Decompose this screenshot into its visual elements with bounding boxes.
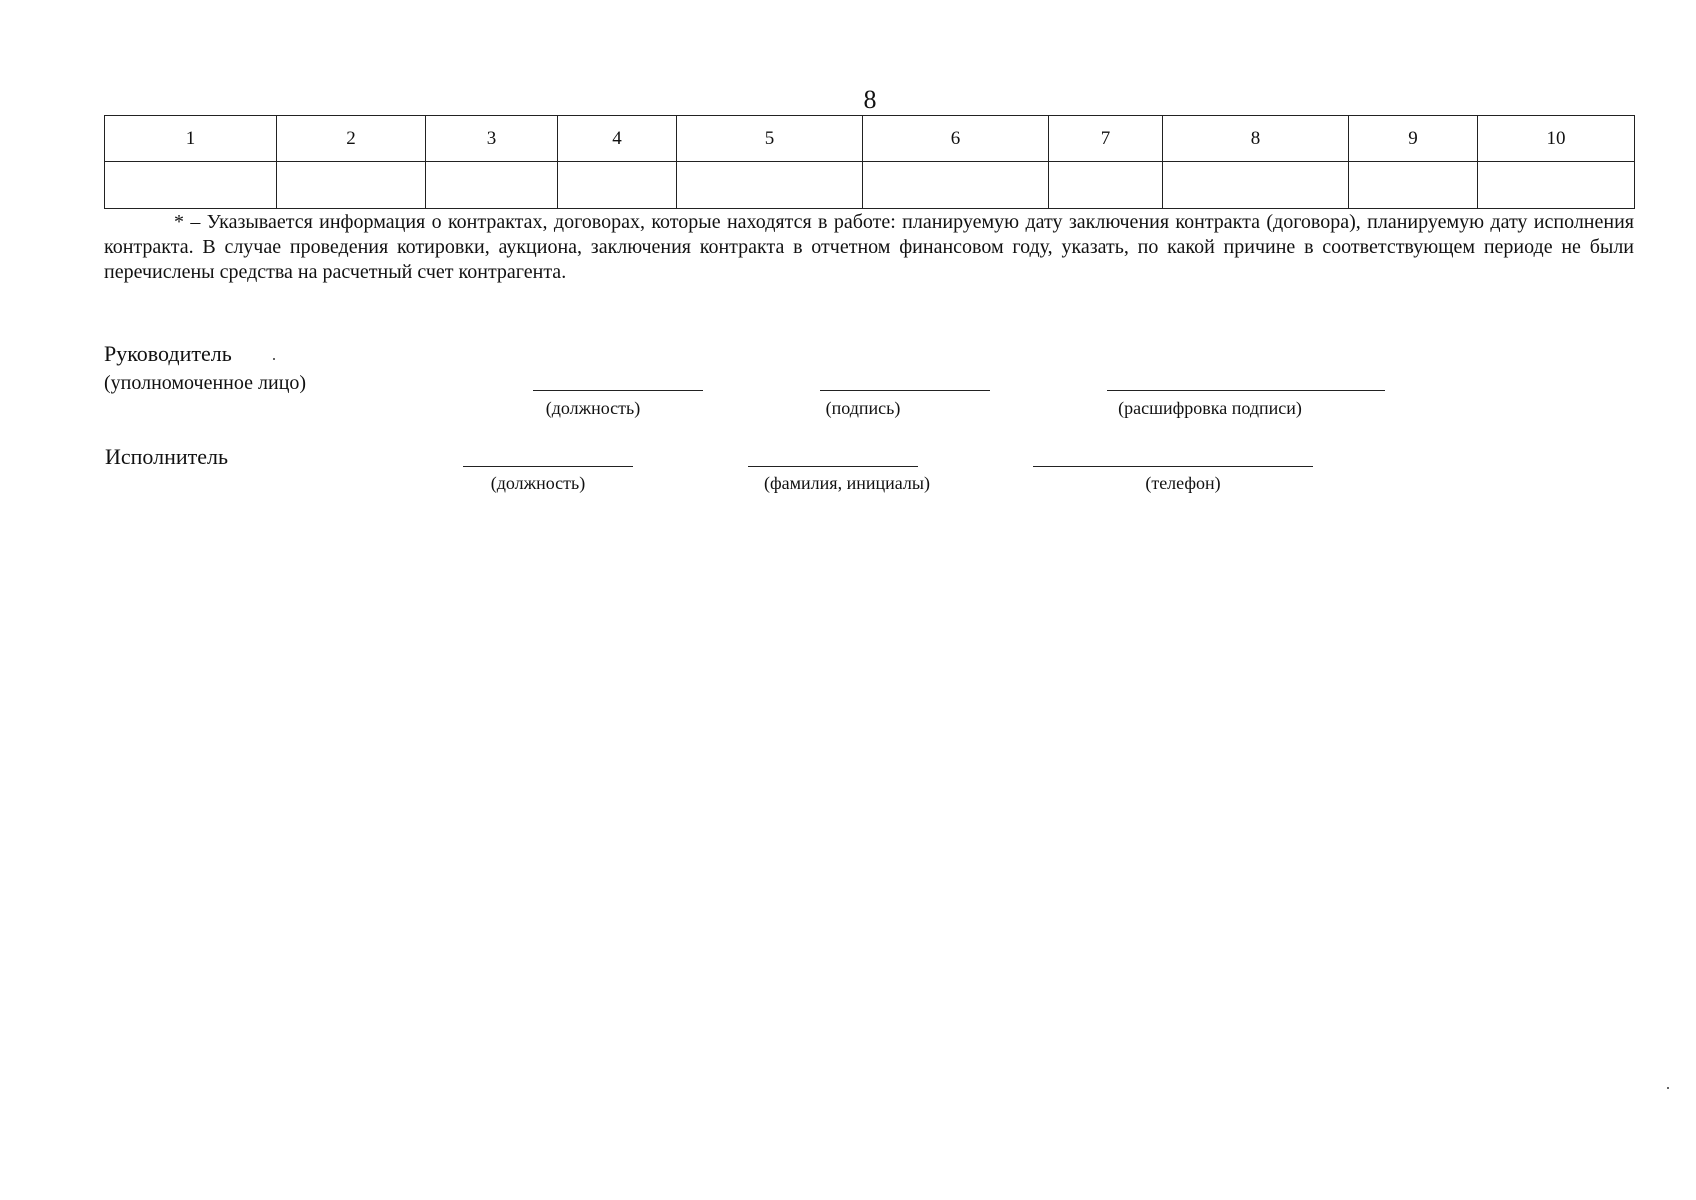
executor-name-caption: (фамилия, инициалы) xyxy=(764,473,930,493)
table-cell xyxy=(863,162,1049,209)
table-cell xyxy=(677,162,863,209)
table-cell xyxy=(277,162,426,209)
executor-name-line xyxy=(748,466,918,467)
executor-title: Исполнитель xyxy=(105,444,229,469)
column-number-cell: 5 xyxy=(677,116,863,162)
column-number-cell: 4 xyxy=(558,116,677,162)
executor-position-line xyxy=(463,466,633,467)
table-cell xyxy=(1163,162,1349,209)
position-signature-line xyxy=(533,390,703,391)
column-number-cell: 1 xyxy=(105,116,277,162)
page-number: 8 xyxy=(863,85,877,114)
scan-speck xyxy=(1667,1087,1669,1089)
executor-phone-caption: (телефон) xyxy=(1145,473,1221,493)
executor-position-caption: (должность) xyxy=(490,473,586,493)
column-number-cell: 8 xyxy=(1163,116,1349,162)
table-header-row xyxy=(105,116,1635,162)
signature-line xyxy=(820,390,990,391)
head-subtitle: (уполномоченное лицо) xyxy=(104,372,307,394)
report-table xyxy=(104,115,1635,209)
footnote: * – Указывается информация о контрактах, договорах, которые находятся в работе: планируемую дату заключения контракта (договора), планируемую дату исполнения контракта. В случае проведения котировки, аукциона, заключения контракта в отчетном финансовом году, указать, по какой причине в соответствующем периоде не были перечислены средства на расчетный счет контрагента. xyxy=(104,211,1634,283)
column-number-cell: 10 xyxy=(1478,116,1635,162)
column-number-cell: 7 xyxy=(1049,116,1163,162)
table-cell xyxy=(1049,162,1163,209)
position-caption: (должность) xyxy=(545,398,641,418)
table-cell xyxy=(1478,162,1635,209)
column-number-cell: 6 xyxy=(863,116,1049,162)
column-number-cell: 3 xyxy=(426,116,558,162)
table-cell xyxy=(1349,162,1478,209)
scan-speck xyxy=(273,358,275,360)
signature-decoding-line xyxy=(1107,390,1385,391)
table-cell xyxy=(558,162,677,209)
table-row xyxy=(105,162,1635,209)
executor-phone-line xyxy=(1033,466,1313,467)
signature-caption: (подпись) xyxy=(825,398,901,418)
table-cell xyxy=(426,162,558,209)
table-cell xyxy=(105,162,277,209)
column-number-cell: 2 xyxy=(277,116,426,162)
column-number-cell: 9 xyxy=(1349,116,1478,162)
signature-decoding-caption: (расшифровка подписи) xyxy=(1118,398,1302,418)
head-title: Руководитель xyxy=(104,341,232,366)
